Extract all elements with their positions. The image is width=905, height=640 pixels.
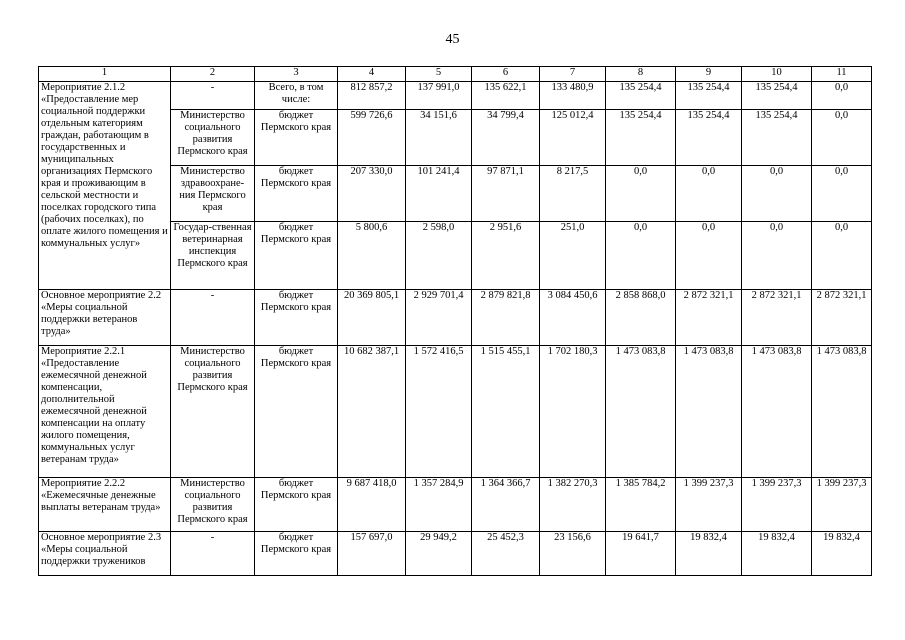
column-number: 9 xyxy=(676,67,742,82)
amount-cell: 2 872 321,1 xyxy=(676,290,742,346)
page-number: 45 xyxy=(445,32,460,47)
amount-cell: 812 857,2 xyxy=(338,82,406,110)
amount-cell: 1 399 237,3 xyxy=(812,478,872,532)
amount-cell: 23 156,6 xyxy=(540,532,606,576)
amount-cell: 3 084 450,6 xyxy=(540,290,606,346)
amount-cell: 135 254,4 xyxy=(742,110,812,166)
amount-cell: 1 382 270,3 xyxy=(540,478,606,532)
amount-cell: 157 697,0 xyxy=(338,532,406,576)
amount-cell: 1 473 083,8 xyxy=(606,346,676,478)
amount-cell: 1 473 083,8 xyxy=(812,346,872,478)
amount-cell: 19 641,7 xyxy=(606,532,676,576)
amount-cell: 34 799,4 xyxy=(472,110,540,166)
amount-cell: 19 832,4 xyxy=(676,532,742,576)
table-row xyxy=(39,478,872,532)
amount-cell: 19 832,4 xyxy=(812,532,872,576)
table-row xyxy=(39,82,872,110)
amount-cell: 135 254,4 xyxy=(606,82,676,110)
amount-cell: 251,0 xyxy=(540,222,606,290)
amount-cell: 207 330,0 xyxy=(338,166,406,222)
executor-cell: Министерство социального развития Пермского края xyxy=(171,110,255,166)
amount-cell: 0,0 xyxy=(812,110,872,166)
amount-cell: 0,0 xyxy=(606,222,676,290)
funding-source-cell: бюджет Пермского края xyxy=(255,478,338,532)
amount-cell: 0,0 xyxy=(676,166,742,222)
amount-cell: 2 598,0 xyxy=(406,222,472,290)
funding-source-cell: бюджет Пермского края xyxy=(255,222,338,290)
amount-cell: 0,0 xyxy=(812,166,872,222)
amount-cell: 97 871,1 xyxy=(472,166,540,222)
executor-cell: Министерство социального развития Пермского края xyxy=(171,346,255,478)
funding-source-cell: бюджет Пермского края xyxy=(255,110,338,166)
amount-cell: 1 702 180,3 xyxy=(540,346,606,478)
amount-cell: 1 515 455,1 xyxy=(472,346,540,478)
column-number: 2 xyxy=(171,67,255,82)
executor-cell: Министерство социального развития Пермского края xyxy=(171,478,255,532)
column-number: 6 xyxy=(472,67,540,82)
executor-cell: Министерство здравоохране-ния Пермского края xyxy=(171,166,255,222)
amount-cell: 599 726,6 xyxy=(338,110,406,166)
executor-cell: - xyxy=(171,532,255,576)
measure-name-cell: Мероприятие 2.2.2 «Ежемесячные денежные выплаты ветеранам труда» xyxy=(39,478,171,532)
amount-cell: 25 452,3 xyxy=(472,532,540,576)
column-number: 7 xyxy=(540,67,606,82)
amount-cell: 0,0 xyxy=(742,222,812,290)
amount-cell: 2 951,6 xyxy=(472,222,540,290)
column-number: 4 xyxy=(338,67,406,82)
funding-source-cell: бюджет Пермского края xyxy=(255,532,338,576)
amount-cell: 2 872 321,1 xyxy=(742,290,812,346)
amount-cell: 34 151,6 xyxy=(406,110,472,166)
amount-cell: 135 254,4 xyxy=(606,110,676,166)
column-number: 11 xyxy=(812,67,872,82)
executor-cell: Государ-ственная ветеринарная инспекция Пермского края xyxy=(171,222,255,290)
amount-cell: 0,0 xyxy=(742,166,812,222)
funding-source-cell: Всего, в том числе: xyxy=(255,82,338,110)
amount-cell: 2 929 701,4 xyxy=(406,290,472,346)
amount-cell: 135 622,1 xyxy=(472,82,540,110)
amount-cell: 1 473 083,8 xyxy=(676,346,742,478)
budget-table xyxy=(38,66,872,576)
amount-cell: 137 991,0 xyxy=(406,82,472,110)
amount-cell: 1 572 416,5 xyxy=(406,346,472,478)
table-body xyxy=(39,67,872,576)
amount-cell: 0,0 xyxy=(812,82,872,110)
column-number: 1 xyxy=(39,67,171,82)
column-number: 8 xyxy=(606,67,676,82)
funding-source-cell: бюджет Пермского края xyxy=(255,166,338,222)
funding-source-cell: бюджет Пермского края xyxy=(255,290,338,346)
amount-cell: 0,0 xyxy=(676,222,742,290)
column-number-row xyxy=(39,67,872,82)
amount-cell: 1 399 237,3 xyxy=(676,478,742,532)
amount-cell: 2 872 321,1 xyxy=(812,290,872,346)
column-number: 3 xyxy=(255,67,338,82)
amount-cell: 20 369 805,1 xyxy=(338,290,406,346)
table-row xyxy=(39,346,872,478)
amount-cell: 1 364 366,7 xyxy=(472,478,540,532)
table-row xyxy=(39,532,872,576)
amount-cell: 10 682 387,1 xyxy=(338,346,406,478)
amount-cell: 101 241,4 xyxy=(406,166,472,222)
amount-cell: 9 687 418,0 xyxy=(338,478,406,532)
amount-cell: 2 879 821,8 xyxy=(472,290,540,346)
amount-cell: 1 473 083,8 xyxy=(742,346,812,478)
amount-cell: 0,0 xyxy=(812,222,872,290)
measure-name-cell: Мероприятие 2.2.1 «Предоставление ежемесячной денежной компенсации, дополнительной ежемесячной денежной компенсации на оплату жилого помещения, коммунальных услуг ветеранам труда» xyxy=(39,346,171,478)
column-number: 10 xyxy=(742,67,812,82)
amount-cell: 135 254,4 xyxy=(742,82,812,110)
measure-name-cell: Основное мероприятие 2.3 «Меры социальной поддержки тружеников xyxy=(39,532,171,576)
executor-cell: - xyxy=(171,82,255,110)
amount-cell: 133 480,9 xyxy=(540,82,606,110)
amount-cell: 1 399 237,3 xyxy=(742,478,812,532)
amount-cell: 1 385 784,2 xyxy=(606,478,676,532)
measure-name-cell: Мероприятие 2.1.2 «Предоставление мер социальной поддержки отдельным категориям граждан, работающим в государственных и муниципальных организациях Пермского края и проживающим в сельской местности и поселках городского типа (рабочих поселках), по оплате жилого помещения и коммунальных услуг» xyxy=(39,82,171,290)
amount-cell: 125 012,4 xyxy=(540,110,606,166)
column-number: 5 xyxy=(406,67,472,82)
table-row xyxy=(39,290,872,346)
amount-cell: 1 357 284,9 xyxy=(406,478,472,532)
amount-cell: 5 800,6 xyxy=(338,222,406,290)
amount-cell: 0,0 xyxy=(606,166,676,222)
funding-source-cell: бюджет Пермского края xyxy=(255,346,338,478)
measure-name-cell: Основное мероприятие 2.2 «Меры социальной поддержки ветеранов труда» xyxy=(39,290,171,346)
executor-cell: - xyxy=(171,290,255,346)
amount-cell: 135 254,4 xyxy=(676,110,742,166)
amount-cell: 29 949,2 xyxy=(406,532,472,576)
amount-cell: 135 254,4 xyxy=(676,82,742,110)
amount-cell: 19 832,4 xyxy=(742,532,812,576)
amount-cell: 8 217,5 xyxy=(540,166,606,222)
amount-cell: 2 858 868,0 xyxy=(606,290,676,346)
